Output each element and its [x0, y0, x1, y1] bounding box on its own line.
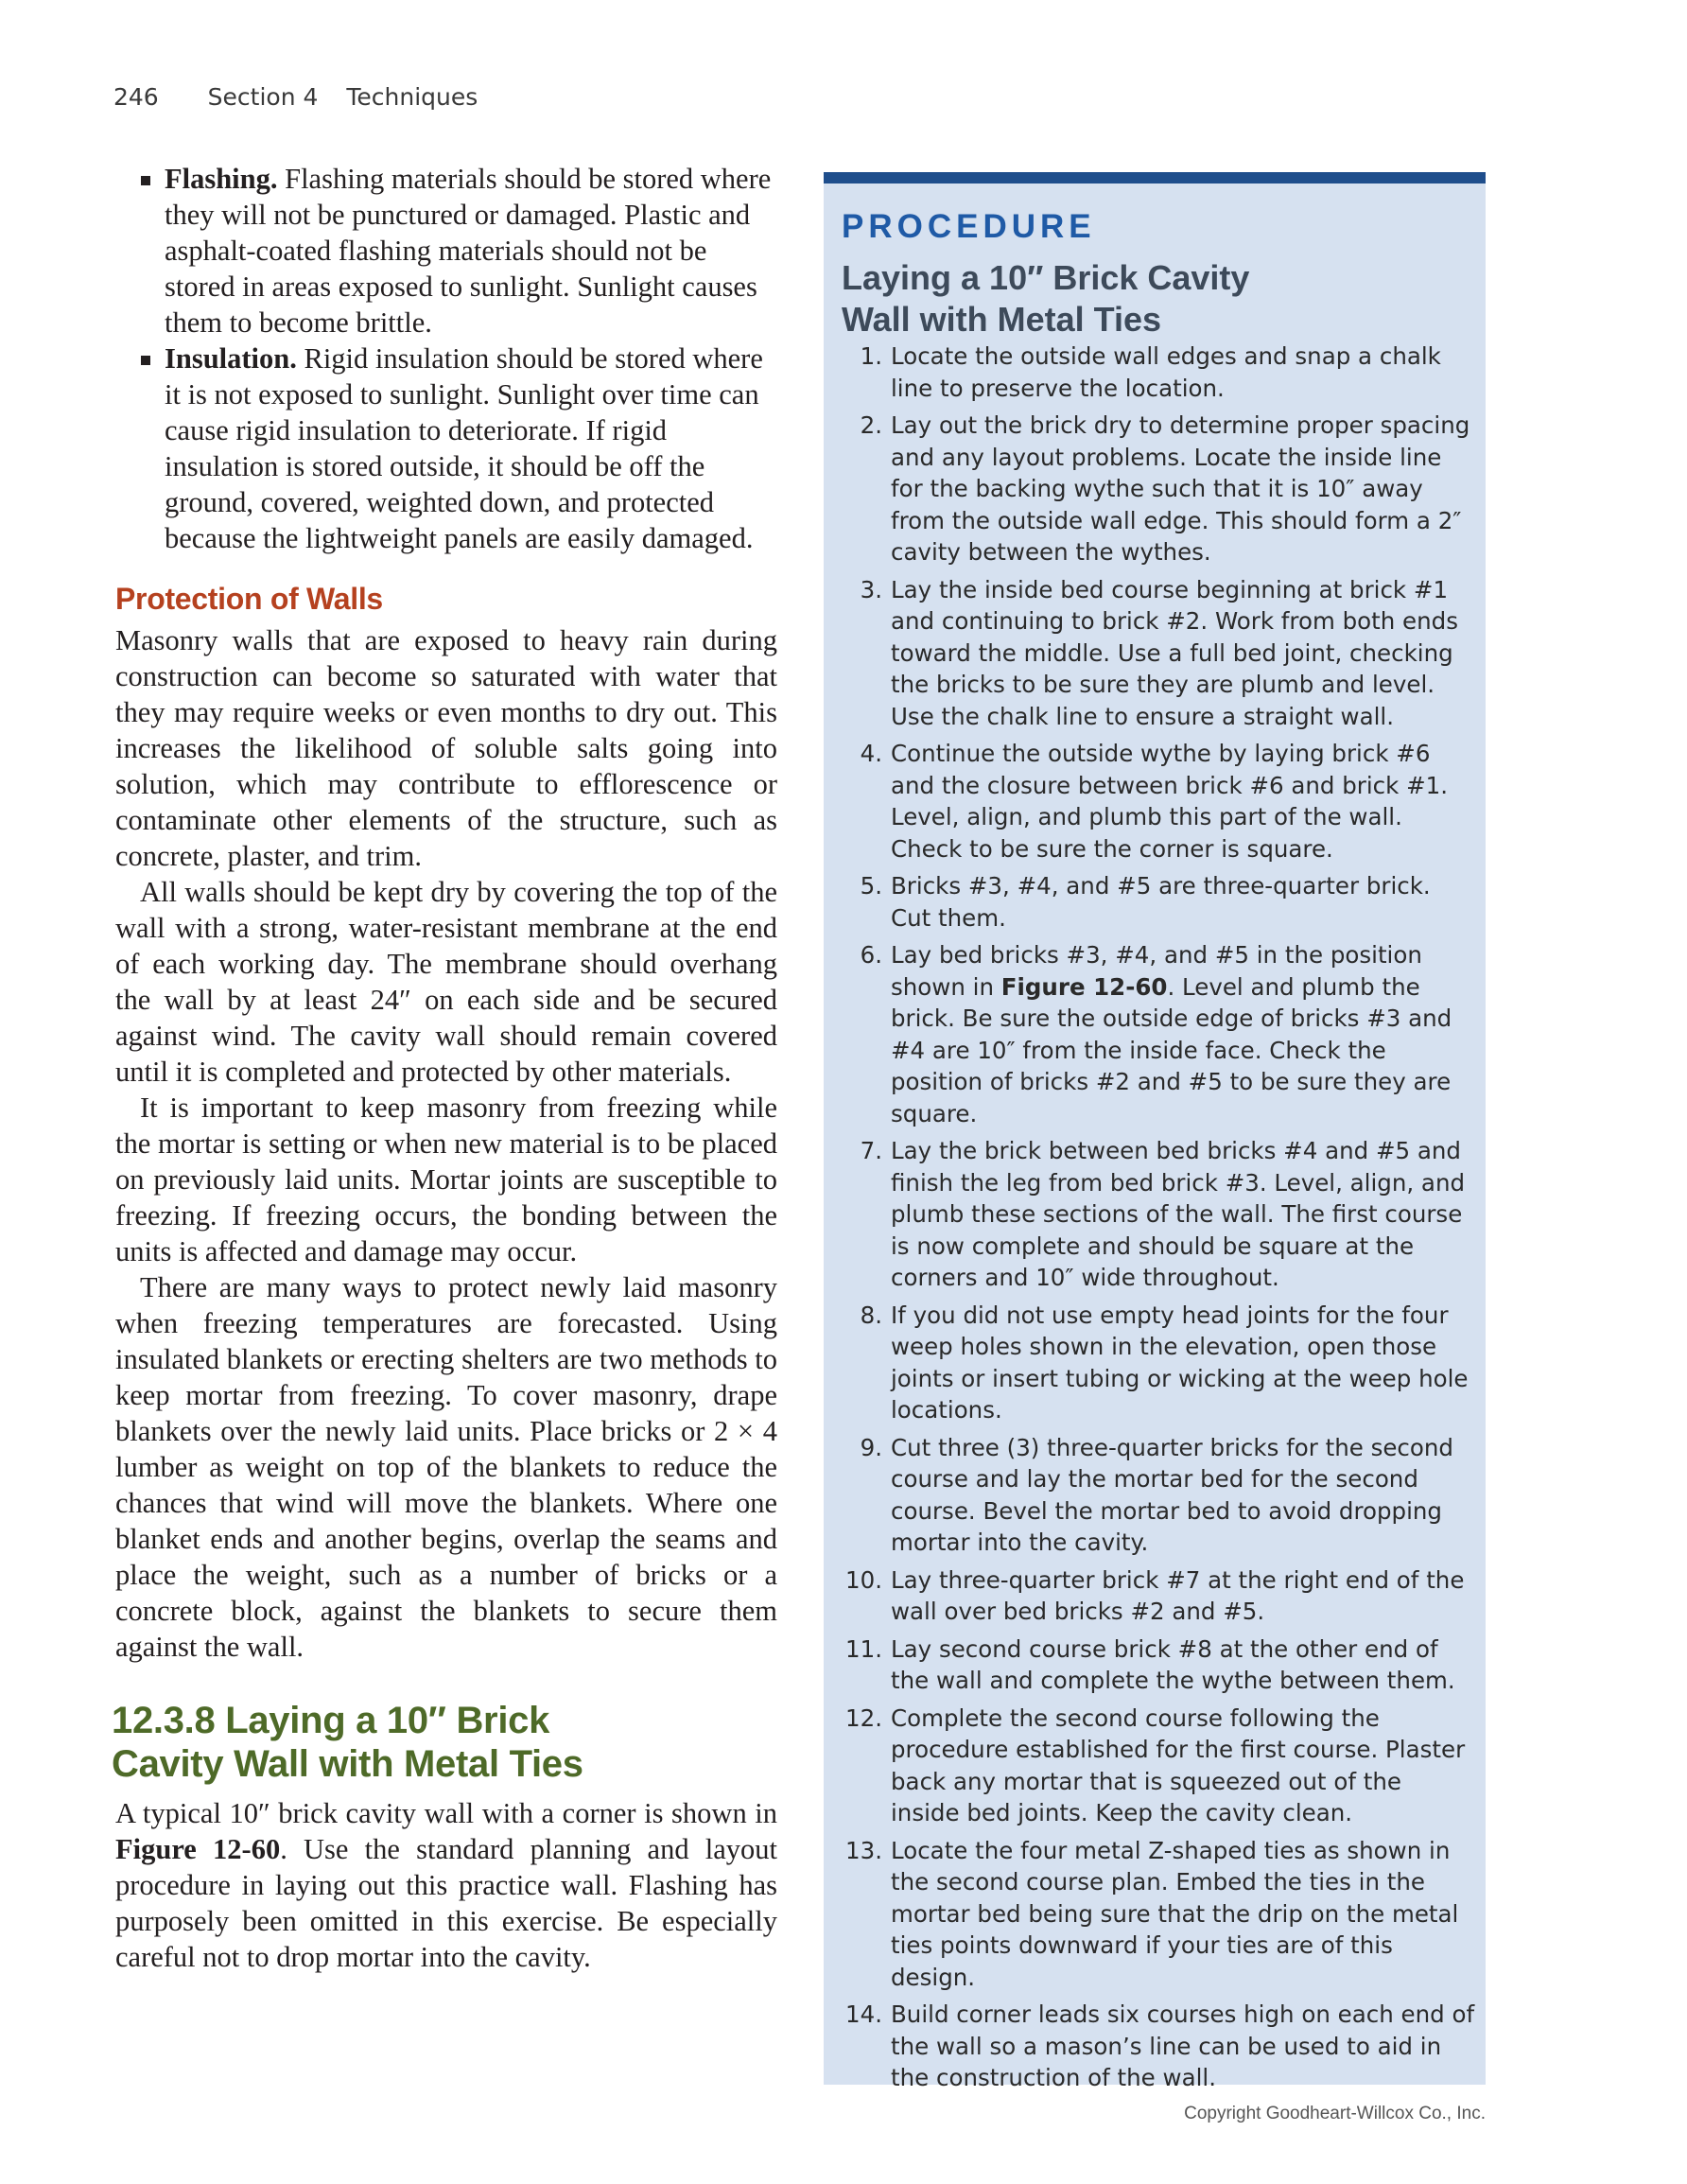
step-text: Cut three (3) three-quarter bricks for the second course and lay the mortar bed for the second course. Bevel the mortar bed to avoid dropping mortar into the cavity. — [891, 1433, 1453, 1556]
step-text: Lay second course brick #8 at the other end of the wall and complete the wythe between them. — [891, 1634, 1455, 1694]
protection-heading: Protection of Walls — [115, 582, 383, 616]
step-number: 6. — [860, 941, 882, 969]
procedure-step — [824, 341, 1476, 404]
step-number: 1. — [860, 342, 882, 370]
step-number: 3. — [860, 575, 882, 603]
step-number: 7. — [860, 1137, 882, 1164]
procedure-box — [824, 172, 1486, 2091]
step-number: 11. — [845, 1634, 882, 1663]
square-bullet-icon — [141, 356, 150, 365]
procedure-step — [824, 738, 1476, 865]
protection-paragraph: All walls should be kept dry by covering the top of the wall with a strong, water-resistant membrane at the end of each working day. The membrane should overhang the wall by at least 24″ on each side and be secured against wind. The cavity wall should remain covered until it is completed and protected by other materials. — [115, 876, 777, 1088]
step-text: If you did not use empty head joints for the four weep holes shown in the elevation, open those joints or insert tubing or wicking at the weep hole locations. — [891, 1301, 1469, 1424]
bullet-term: Insulation. — [165, 342, 297, 375]
procedure-step — [824, 870, 1476, 934]
procedure-label: PROCEDURE — [842, 208, 1096, 245]
bullet-term: Flashing. — [165, 163, 278, 195]
intro-text: . Use the standard planning and layout procedure in laying out this practice wall. Flashing has purposely been omitted in this exercise. Be especially careful not to drop mortar into the cavity. — [115, 1833, 778, 1973]
protection-paragraph: There are many ways to protect newly laid masonry when freezing temperatures are forecasted. Using insulated blankets or erecting shelters are two methods to keep mortar from freezing. To cover masonry, drape blankets over the newly laid units. Place bricks or 2 × 4 lumber as weight on top of the blankets to reduce the chances that wind will move the blankets. Where one blanket ends and another begins, overlap the seams and place the weight, such as a number of bricks or a concrete block, against the blankets to secure them against the wall. — [115, 1271, 777, 1663]
storage-bullet-list — [115, 161, 777, 556]
copyright-notice: Copyright Goodheart-Willcox Co., Inc. — [1184, 2104, 1486, 2123]
section-heading-line: 12.3.8 Laying a 10″ Brick — [112, 1700, 550, 1741]
step-text: Lay the inside bed course beginning at brick #1 and continuing to brick #2. Work from both ends toward the middle. Use a full bed joint, checking the bricks to be sure they are plumb and level. Use the chalk line to ensure a straight wall. — [891, 575, 1458, 730]
procedure-step — [824, 1999, 1476, 2094]
intro-paragraph — [115, 1795, 777, 1975]
bullet-insulation — [165, 341, 777, 556]
step-text: Lay out the brick dry to determine proper spacing and any layout problems. Locate the inside line for the backing wythe such that it is 10″ away from the outside wall edge. This should form a 2″ cavity between the wythes. — [891, 411, 1470, 566]
procedure-title-line: Laying a 10″ Brick Cavity — [842, 258, 1250, 297]
step-number: 13. — [845, 1836, 882, 1864]
step-text: Complete the second course following the procedure established for the first course. Plaster back any mortar that is squeezed out of the inside bed joints. Keep the cavity clean. — [891, 1704, 1466, 1826]
running-head — [113, 83, 478, 111]
step-number: 4. — [860, 740, 882, 767]
protection-paragraph: Masonry walls that are exposed to heavy rain during construction can become so saturated with water that they may require weeks or even months to dry out. This increases the likelihood of soluble salts going into solution, which may contribute to efflorescence or contaminate other elements of the structure, such as concrete, plaster, and trim. — [115, 624, 777, 872]
procedure-step — [824, 1703, 1476, 1829]
figure-reference: Figure 12-60 — [1000, 972, 1168, 1001]
square-bullet-icon — [141, 176, 150, 185]
protection-paragraph: It is important to keep masonry from freezing while the mortar is setting or when new material is to be placed on previously laid units. Mortar joints are susceptible to freezing. If freezing occurs, the bonding between the units is affected and damage may occur. — [115, 1092, 777, 1267]
step-text: Lay three-quarter brick #7 at the right end of the wall over bed bricks #2 and #5. — [891, 1565, 1465, 1625]
procedure-step — [824, 1135, 1476, 1294]
step-text: . Level and plumb the brick. Be sure the outside edge of bricks #3 and #4 are 10″ from the inside face. Check the position of bricks #2 and #5 to be sure they are square. — [891, 972, 1452, 1127]
procedure-step — [824, 410, 1476, 568]
step-number: 14. — [845, 2001, 882, 2028]
step-number: 2. — [860, 411, 882, 439]
procedure-step — [824, 939, 1476, 1129]
step-text: Lay bed bricks #3, #4, and #5 in the position shown in — [891, 941, 1422, 1001]
step-number: 9. — [860, 1433, 882, 1461]
procedure-steps — [824, 341, 1476, 2100]
step-text: Lay the brick between bed bricks #4 and #5 and finish the leg from bed brick #3. Level, align, and plumb these sections of the wall. The first course is now complete and should be square at the corners and 10″ wide throughout. — [891, 1137, 1466, 1291]
procedure-step — [824, 574, 1476, 733]
page-number: 246 — [113, 83, 159, 111]
step-text: Continue the outside wythe by laying brick #6 and the closure between brick #6 and brick #1. Level, align, and plumb this part of the wall. Check to be sure the corner is square. — [891, 740, 1449, 863]
bullet-flashing — [165, 161, 777, 341]
left-column — [112, 161, 778, 1975]
section-heading — [112, 1699, 777, 1786]
step-text: Locate the outside wall edges and snap a chalk line to preserve the location. — [891, 342, 1441, 402]
step-number: 8. — [860, 1301, 882, 1329]
procedure-step — [824, 1835, 1476, 1994]
section-heading-line: Cavity Wall with Metal Ties — [112, 1743, 583, 1785]
bullet-text: Flashing materials should be stored where they will not be punctured or damaged. Plastic and asphalt-coated flashing materials should not be stored in areas exposed to sunlight. Sunlight causes them to become brittle. — [165, 163, 772, 339]
figure-reference: Figure 12-60 — [115, 1833, 281, 1865]
section-number: Section 4 — [207, 83, 319, 111]
step-text: Locate the four metal Z-shaped ties as shown in the second course plan. Embed the ties in the mortar bed being sure that the drip on the metal ties points downward if your ties are of this design. — [891, 1836, 1459, 1991]
procedure-step — [824, 1432, 1476, 1559]
procedure-title — [842, 257, 1466, 341]
step-number: 5. — [860, 872, 882, 900]
step-text: Bricks #3, #4, and #5 are three-quarter brick. Cut them. — [891, 872, 1431, 932]
intro-text: A typical 10″ brick cavity wall with a corner is shown in — [115, 1797, 777, 1829]
step-text: Build corner leads six courses high on each end of the wall so a mason’s line can be used to aid in the construction of the wall. — [891, 2001, 1475, 2091]
section-title: Techniques — [346, 83, 478, 111]
procedure-title-line: Wall with Metal Ties — [842, 300, 1162, 339]
bullet-text: Rigid insulation should be stored where it is not exposed to sunlight. Sunlight over time can cause rigid insulation to deteriorate. If rigid insulation is stored outside, it should be off the ground, covered, weighted down, and protected because the lightweight panels are easily damaged. — [165, 342, 763, 554]
procedure-step — [824, 1634, 1476, 1697]
procedure-step — [824, 1564, 1476, 1628]
procedure-step — [824, 1300, 1476, 1426]
step-number: 10. — [845, 1565, 882, 1594]
step-number: 12. — [845, 1704, 882, 1732]
